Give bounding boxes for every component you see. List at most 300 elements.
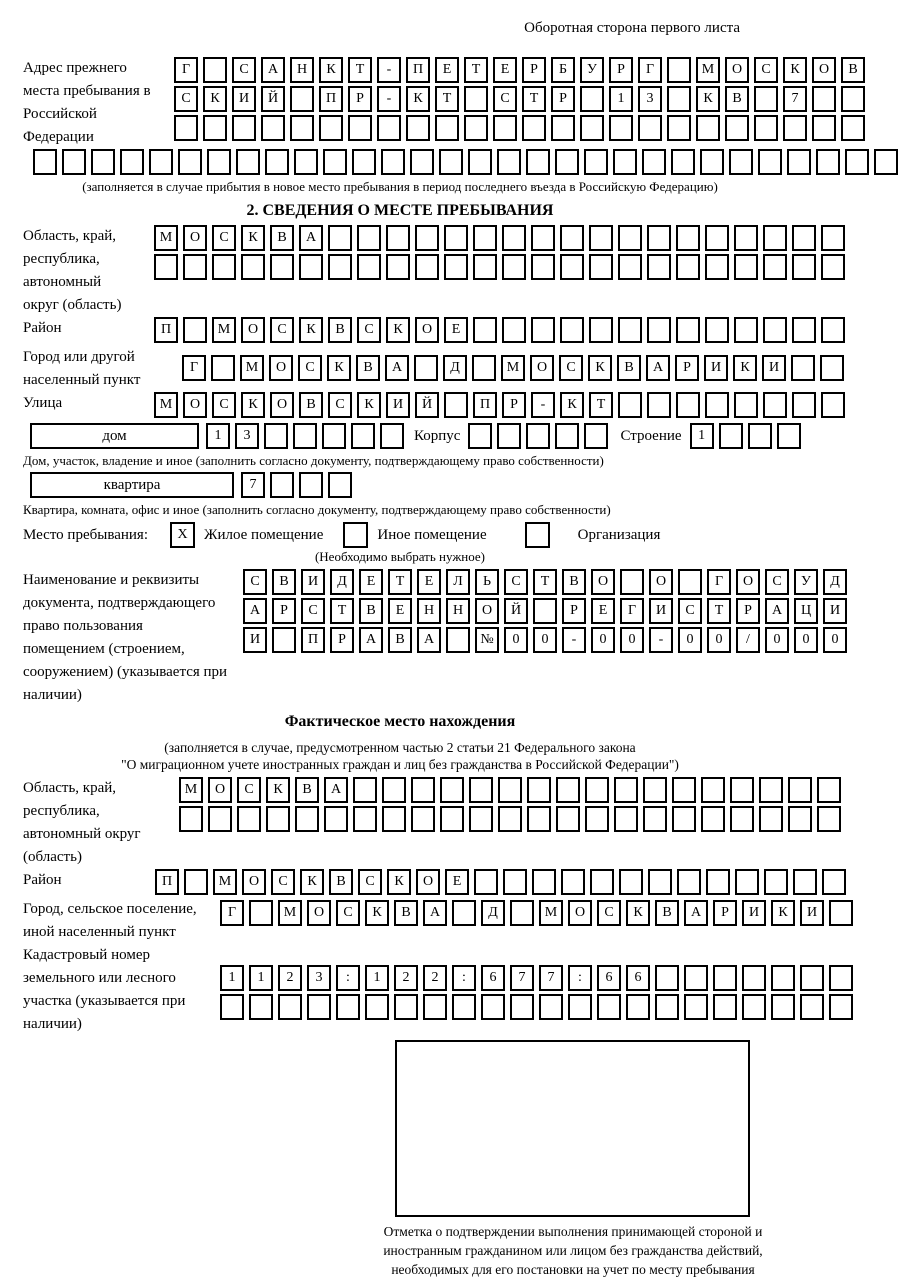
char-cell[interactable] [207, 149, 231, 175]
char-cell[interactable]: 0 [707, 627, 731, 653]
char-cell[interactable]: П [473, 392, 497, 418]
char-cell[interactable] [464, 86, 488, 112]
char-cell[interactable] [742, 994, 766, 1020]
char-cell[interactable]: М [154, 225, 178, 251]
char-cell[interactable] [817, 806, 841, 832]
char-cell[interactable] [618, 254, 642, 280]
char-cell[interactable]: Р [551, 86, 575, 112]
char-cell[interactable] [423, 994, 447, 1020]
char-cell[interactable]: - [562, 627, 586, 653]
char-cell[interactable] [452, 994, 476, 1020]
char-cell[interactable] [667, 57, 691, 83]
char-cell[interactable] [382, 777, 406, 803]
char-cell[interactable] [415, 254, 439, 280]
char-cell[interactable] [748, 423, 772, 449]
char-cell[interactable]: Д [330, 569, 354, 595]
char-cell[interactable] [874, 149, 898, 175]
char-cell[interactable] [812, 115, 836, 141]
char-cell[interactable] [261, 115, 285, 141]
char-cell[interactable] [584, 423, 608, 449]
dom-box[interactable]: дом [30, 423, 199, 449]
char-cell[interactable]: О [649, 569, 673, 595]
char-cell[interactable] [584, 149, 608, 175]
char-cell[interactable]: 1 [609, 86, 633, 112]
char-cell[interactable] [365, 994, 389, 1020]
char-cell[interactable]: 0 [765, 627, 789, 653]
char-cell[interactable]: С [298, 355, 322, 381]
char-cell[interactable] [614, 806, 638, 832]
char-cell[interactable]: 7 [510, 965, 534, 991]
char-cell[interactable] [655, 965, 679, 991]
char-cell[interactable] [705, 254, 729, 280]
char-cell[interactable]: 0 [504, 627, 528, 653]
char-cell[interactable] [382, 806, 406, 832]
char-cell[interactable]: У [794, 569, 818, 595]
char-cell[interactable]: В [655, 900, 679, 926]
char-cell[interactable]: 0 [794, 627, 818, 653]
char-cell[interactable] [154, 254, 178, 280]
char-cell[interactable]: А [324, 777, 348, 803]
char-cell[interactable] [444, 254, 468, 280]
char-cell[interactable] [829, 994, 853, 1020]
char-cell[interactable] [493, 115, 517, 141]
char-cell[interactable]: К [560, 392, 584, 418]
char-cell[interactable] [380, 423, 404, 449]
char-cell[interactable] [414, 355, 438, 381]
char-cell[interactable] [754, 115, 778, 141]
char-cell[interactable] [526, 423, 550, 449]
char-cell[interactable] [763, 254, 787, 280]
char-cell[interactable]: К [783, 57, 807, 83]
char-cell[interactable]: Т [348, 57, 372, 83]
char-cell[interactable]: 2 [394, 965, 418, 991]
char-cell[interactable] [821, 225, 845, 251]
char-cell[interactable]: Е [493, 57, 517, 83]
char-cell[interactable] [381, 149, 405, 175]
char-cell[interactable] [647, 392, 671, 418]
char-cell[interactable] [351, 423, 375, 449]
char-cell[interactable]: Г [220, 900, 244, 926]
char-cell[interactable] [730, 777, 754, 803]
char-cell[interactable] [411, 777, 435, 803]
char-cell[interactable] [800, 965, 824, 991]
char-cell[interactable] [672, 777, 696, 803]
char-cell[interactable] [642, 149, 666, 175]
char-cell[interactable]: И [243, 627, 267, 653]
char-cell[interactable] [626, 994, 650, 1020]
char-cell[interactable] [468, 149, 492, 175]
char-cell[interactable]: К [696, 86, 720, 112]
char-cell[interactable] [829, 900, 853, 926]
char-cell[interactable]: И [232, 86, 256, 112]
char-cell[interactable] [560, 225, 584, 251]
char-cell[interactable] [783, 115, 807, 141]
char-cell[interactable] [531, 254, 555, 280]
char-cell[interactable]: О [416, 869, 440, 895]
char-cell[interactable] [394, 994, 418, 1020]
char-cell[interactable]: 2 [423, 965, 447, 991]
char-cell[interactable] [348, 115, 372, 141]
char-cell[interactable]: В [299, 392, 323, 418]
char-cell[interactable]: А [646, 355, 670, 381]
char-cell[interactable] [613, 149, 637, 175]
char-cell[interactable]: К [357, 392, 381, 418]
char-cell[interactable] [464, 115, 488, 141]
char-cell[interactable]: Н [446, 598, 470, 624]
char-cell[interactable] [62, 149, 86, 175]
char-cell[interactable] [677, 869, 701, 895]
char-cell[interactable]: А [765, 598, 789, 624]
char-cell[interactable]: О [270, 392, 294, 418]
char-cell[interactable] [444, 225, 468, 251]
char-cell[interactable]: В [329, 869, 353, 895]
char-cell[interactable]: Е [591, 598, 615, 624]
char-cell[interactable] [705, 392, 729, 418]
char-cell[interactable] [473, 317, 497, 343]
char-cell[interactable] [667, 115, 691, 141]
char-cell[interactable] [647, 317, 671, 343]
char-cell[interactable] [178, 149, 202, 175]
char-cell[interactable] [792, 254, 816, 280]
char-cell[interactable] [742, 965, 766, 991]
char-cell[interactable] [510, 900, 534, 926]
char-cell[interactable] [788, 806, 812, 832]
char-cell[interactable] [203, 115, 227, 141]
char-cell[interactable] [444, 392, 468, 418]
char-cell[interactable] [249, 900, 273, 926]
char-cell[interactable]: В [388, 627, 412, 653]
char-cell[interactable]: № [475, 627, 499, 653]
char-cell[interactable] [821, 392, 845, 418]
char-cell[interactable]: К [365, 900, 389, 926]
char-cell[interactable] [672, 806, 696, 832]
char-cell[interactable] [705, 225, 729, 251]
char-cell[interactable]: М [696, 57, 720, 83]
char-cell[interactable]: Т [522, 86, 546, 112]
char-cell[interactable] [212, 254, 236, 280]
char-cell[interactable]: Й [504, 598, 528, 624]
char-cell[interactable]: К [319, 57, 343, 83]
char-cell[interactable]: А [261, 57, 285, 83]
char-cell[interactable]: 7 [539, 965, 563, 991]
char-cell[interactable]: О [183, 225, 207, 251]
char-cell[interactable] [502, 317, 526, 343]
char-cell[interactable] [415, 225, 439, 251]
char-cell[interactable]: - [377, 57, 401, 83]
char-cell[interactable]: О [475, 598, 499, 624]
char-cell[interactable] [585, 777, 609, 803]
char-cell[interactable] [328, 225, 352, 251]
char-cell[interactable]: С [232, 57, 256, 83]
char-cell[interactable] [220, 994, 244, 1020]
char-cell[interactable]: О [736, 569, 760, 595]
char-cell[interactable]: Г [707, 569, 731, 595]
char-cell[interactable] [91, 149, 115, 175]
char-cell[interactable] [290, 115, 314, 141]
char-cell[interactable]: П [406, 57, 430, 83]
char-cell[interactable]: П [155, 869, 179, 895]
char-cell[interactable]: К [299, 317, 323, 343]
char-cell[interactable] [589, 317, 613, 343]
char-cell[interactable] [533, 598, 557, 624]
char-cell[interactable] [497, 423, 521, 449]
char-cell[interactable]: С [271, 869, 295, 895]
char-cell[interactable] [845, 149, 869, 175]
char-cell[interactable]: Р [736, 598, 760, 624]
char-cell[interactable]: 0 [678, 627, 702, 653]
char-cell[interactable]: - [649, 627, 673, 653]
char-cell[interactable]: С [301, 598, 325, 624]
char-cell[interactable] [561, 869, 585, 895]
char-cell[interactable] [676, 392, 700, 418]
checkbox-organizatsiya[interactable] [525, 522, 550, 548]
char-cell[interactable] [829, 965, 853, 991]
char-cell[interactable] [619, 869, 643, 895]
char-cell[interactable]: Р [272, 598, 296, 624]
char-cell[interactable] [821, 254, 845, 280]
char-cell[interactable]: А [299, 225, 323, 251]
char-cell[interactable] [299, 254, 323, 280]
char-cell[interactable]: О [183, 392, 207, 418]
char-cell[interactable]: С [754, 57, 778, 83]
char-cell[interactable]: В [328, 317, 352, 343]
char-cell[interactable] [352, 149, 376, 175]
char-cell[interactable]: О [591, 569, 615, 595]
char-cell[interactable]: Й [415, 392, 439, 418]
char-cell[interactable]: И [762, 355, 786, 381]
char-cell[interactable] [264, 423, 288, 449]
char-cell[interactable]: Г [182, 355, 206, 381]
char-cell[interactable] [502, 254, 526, 280]
char-cell[interactable] [560, 317, 584, 343]
char-cell[interactable] [817, 777, 841, 803]
char-cell[interactable] [821, 317, 845, 343]
char-cell[interactable] [410, 149, 434, 175]
char-cell[interactable] [800, 994, 824, 1020]
char-cell[interactable]: Й [261, 86, 285, 112]
char-cell[interactable] [822, 869, 846, 895]
char-cell[interactable] [149, 149, 173, 175]
char-cell[interactable] [439, 149, 463, 175]
char-cell[interactable] [411, 806, 435, 832]
char-cell[interactable]: А [423, 900, 447, 926]
char-cell[interactable]: С [559, 355, 583, 381]
char-cell[interactable] [531, 317, 555, 343]
char-cell[interactable] [241, 254, 265, 280]
char-cell[interactable]: О [725, 57, 749, 83]
char-cell[interactable]: А [359, 627, 383, 653]
char-cell[interactable] [531, 225, 555, 251]
char-cell[interactable]: Д [443, 355, 467, 381]
char-cell[interactable]: Р [330, 627, 354, 653]
char-cell[interactable] [236, 149, 260, 175]
char-cell[interactable]: К [406, 86, 430, 112]
char-cell[interactable]: М [240, 355, 264, 381]
char-cell[interactable]: С [358, 869, 382, 895]
char-cell[interactable] [618, 225, 642, 251]
char-cell[interactable]: : [336, 965, 360, 991]
char-cell[interactable]: С [493, 86, 517, 112]
char-cell[interactable] [655, 994, 679, 1020]
char-cell[interactable] [763, 317, 787, 343]
char-cell[interactable] [792, 317, 816, 343]
char-cell[interactable] [589, 254, 613, 280]
char-cell[interactable]: 0 [533, 627, 557, 653]
char-cell[interactable] [729, 149, 753, 175]
char-cell[interactable] [353, 777, 377, 803]
char-cell[interactable]: Г [620, 598, 644, 624]
char-cell[interactable] [435, 115, 459, 141]
char-cell[interactable] [793, 869, 817, 895]
char-cell[interactable] [614, 777, 638, 803]
char-cell[interactable]: М [278, 900, 302, 926]
char-cell[interactable] [290, 86, 314, 112]
char-cell[interactable] [792, 392, 816, 418]
char-cell[interactable]: О [241, 317, 265, 343]
char-cell[interactable]: С [357, 317, 381, 343]
char-cell[interactable]: С [212, 225, 236, 251]
char-cell[interactable] [328, 254, 352, 280]
char-cell[interactable]: О [269, 355, 293, 381]
char-cell[interactable] [735, 869, 759, 895]
char-cell[interactable] [299, 472, 323, 498]
char-cell[interactable] [771, 994, 795, 1020]
char-cell[interactable]: К [733, 355, 757, 381]
char-cell[interactable]: 7 [241, 472, 265, 498]
char-cell[interactable] [684, 965, 708, 991]
char-cell[interactable]: С [504, 569, 528, 595]
char-cell[interactable] [816, 149, 840, 175]
char-cell[interactable] [481, 994, 505, 1020]
char-cell[interactable]: В [841, 57, 865, 83]
char-cell[interactable]: 0 [591, 627, 615, 653]
char-cell[interactable]: О [415, 317, 439, 343]
char-cell[interactable]: 6 [626, 965, 650, 991]
char-cell[interactable] [249, 994, 273, 1020]
char-cell[interactable] [589, 225, 613, 251]
char-cell[interactable] [580, 86, 604, 112]
char-cell[interactable] [319, 115, 343, 141]
char-cell[interactable] [759, 777, 783, 803]
char-cell[interactable] [638, 115, 662, 141]
char-cell[interactable]: В [617, 355, 641, 381]
char-cell[interactable] [609, 115, 633, 141]
char-cell[interactable] [678, 569, 702, 595]
char-cell[interactable] [667, 86, 691, 112]
char-cell[interactable] [551, 115, 575, 141]
char-cell[interactable]: 7 [783, 86, 807, 112]
char-cell[interactable] [841, 86, 865, 112]
char-cell[interactable] [701, 777, 725, 803]
char-cell[interactable] [671, 149, 695, 175]
char-cell[interactable]: Л [446, 569, 470, 595]
char-cell[interactable]: 1 [220, 965, 244, 991]
char-cell[interactable]: Р [522, 57, 546, 83]
char-cell[interactable]: Т [533, 569, 557, 595]
char-cell[interactable]: 3 [235, 423, 259, 449]
char-cell[interactable] [792, 225, 816, 251]
char-cell[interactable]: Р [562, 598, 586, 624]
char-cell[interactable]: Р [502, 392, 526, 418]
char-cell[interactable]: Р [348, 86, 372, 112]
char-cell[interactable]: Е [435, 57, 459, 83]
char-cell[interactable]: Н [290, 57, 314, 83]
char-cell[interactable] [734, 317, 758, 343]
char-cell[interactable]: И [649, 598, 673, 624]
char-cell[interactable] [730, 806, 754, 832]
char-cell[interactable] [568, 994, 592, 1020]
char-cell[interactable]: К [626, 900, 650, 926]
char-cell[interactable] [510, 994, 534, 1020]
char-cell[interactable] [295, 806, 319, 832]
char-cell[interactable]: К [386, 317, 410, 343]
char-cell[interactable] [676, 317, 700, 343]
char-cell[interactable]: Т [589, 392, 613, 418]
char-cell[interactable] [322, 423, 346, 449]
char-cell[interactable]: Е [417, 569, 441, 595]
char-cell[interactable]: В [562, 569, 586, 595]
char-cell[interactable]: Р [675, 355, 699, 381]
char-cell[interactable] [713, 994, 737, 1020]
char-cell[interactable]: М [501, 355, 525, 381]
char-cell[interactable] [763, 392, 787, 418]
char-cell[interactable] [336, 994, 360, 1020]
char-cell[interactable]: А [243, 598, 267, 624]
char-cell[interactable] [323, 149, 347, 175]
char-cell[interactable] [184, 869, 208, 895]
char-cell[interactable]: В [272, 569, 296, 595]
char-cell[interactable]: Е [445, 869, 469, 895]
char-cell[interactable]: - [531, 392, 555, 418]
char-cell[interactable]: О [812, 57, 836, 83]
char-cell[interactable] [527, 806, 551, 832]
char-cell[interactable]: Б [551, 57, 575, 83]
char-cell[interactable] [560, 254, 584, 280]
char-cell[interactable] [469, 806, 493, 832]
char-cell[interactable]: В [725, 86, 749, 112]
char-cell[interactable]: И [742, 900, 766, 926]
char-cell[interactable] [440, 777, 464, 803]
char-cell[interactable]: Ь [475, 569, 499, 595]
char-cell[interactable] [473, 254, 497, 280]
char-cell[interactable]: С [597, 900, 621, 926]
char-cell[interactable] [497, 149, 521, 175]
char-cell[interactable]: О [208, 777, 232, 803]
char-cell[interactable]: : [568, 965, 592, 991]
char-cell[interactable] [498, 806, 522, 832]
char-cell[interactable]: 1 [249, 965, 273, 991]
char-cell[interactable]: Г [638, 57, 662, 83]
char-cell[interactable] [406, 115, 430, 141]
char-cell[interactable]: С [237, 777, 261, 803]
char-cell[interactable] [328, 472, 352, 498]
char-cell[interactable] [179, 806, 203, 832]
char-cell[interactable]: О [307, 900, 331, 926]
char-cell[interactable]: В [394, 900, 418, 926]
char-cell[interactable] [676, 254, 700, 280]
char-cell[interactable] [272, 627, 296, 653]
char-cell[interactable]: В [356, 355, 380, 381]
char-cell[interactable]: 3 [638, 86, 662, 112]
char-cell[interactable] [771, 965, 795, 991]
char-cell[interactable] [759, 806, 783, 832]
char-cell[interactable] [203, 57, 227, 83]
char-cell[interactable] [734, 392, 758, 418]
char-cell[interactable]: 1 [206, 423, 230, 449]
char-cell[interactable] [270, 254, 294, 280]
char-cell[interactable]: К [387, 869, 411, 895]
char-cell[interactable] [294, 149, 318, 175]
